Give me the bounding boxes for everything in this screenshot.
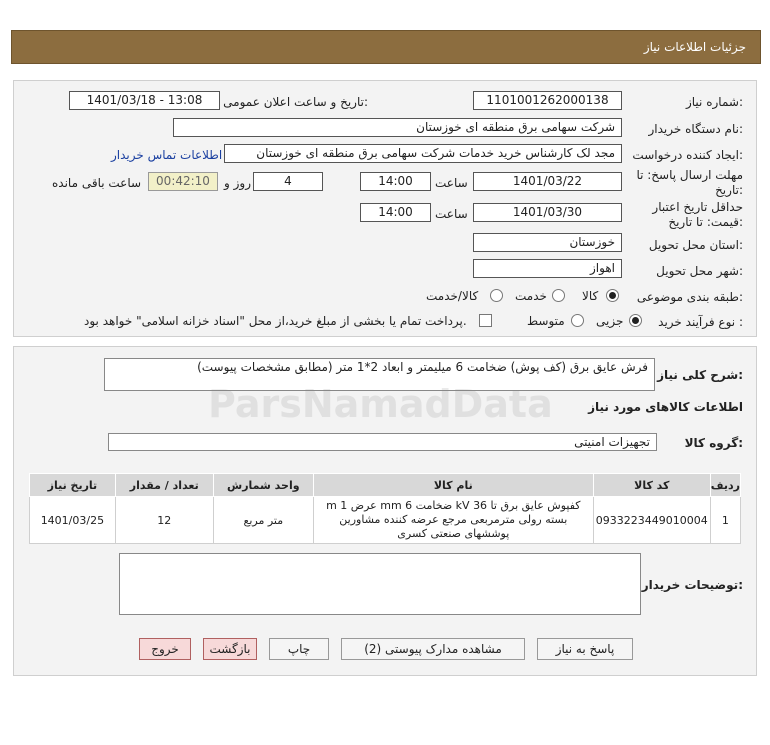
page-header: [11, 30, 761, 64]
validity-label: حداقل تاریخ اعتبار: [652, 200, 743, 214]
province-label: استان محل تحویل:: [648, 238, 743, 252]
remaining-time-field: 00:42:10: [148, 172, 218, 191]
col-date: تاریخ نیاز: [30, 474, 116, 497]
category-goods-service-label: کالا/خدمت: [426, 289, 479, 303]
description-label: شرح کلی نیاز:: [657, 368, 743, 382]
validity-time-label: ساعت: [435, 207, 468, 221]
col-unit: واحد شمارش: [213, 474, 313, 497]
reply-button[interactable]: پاسخ به نیاز: [537, 638, 633, 660]
col-qty: تعداد / مقدار: [115, 474, 213, 497]
goods-section-title: اطلاعات کالاهای مورد نیاز: [588, 400, 743, 414]
process-label: نوع فرآیند خرید :: [658, 315, 743, 329]
goods-table: [29, 473, 741, 544]
need-number-field: 1101001262000138: [473, 91, 622, 110]
cell-date: 1401/03/25: [30, 497, 116, 544]
attachments-button[interactable]: مشاهده مدارک پیوستی (2): [341, 638, 525, 660]
buyer-org-label: نام دستگاه خریدار:: [648, 122, 743, 136]
exit-button[interactable]: خروج: [139, 638, 191, 660]
need-number-label: شماره نیاز:: [685, 95, 743, 109]
table-row: [30, 497, 741, 544]
deadline-time-field: 14:00: [360, 172, 431, 191]
days-field: 4: [253, 172, 323, 191]
deadline-time-label: ساعت: [435, 176, 468, 190]
col-code: کد کالا: [593, 474, 710, 497]
payment-treasury-checkbox[interactable]: [479, 314, 492, 327]
cell-name: کفپوش عایق برق تا 36 kV ضخامت 6 mm عرض 1 m بسته رولی مترمربعی مرجع عرضه کننده مشاورین پوششهای صنعتی کسری: [313, 497, 593, 544]
process-minor-label: جزیی: [596, 314, 624, 328]
cell-qty: 12: [115, 497, 213, 544]
buyer-notes-field: [119, 553, 641, 615]
category-label: طبقه بندی موضوعی:: [636, 290, 743, 304]
days-label: روز و: [224, 176, 251, 190]
payment-note: پرداخت تمام یا بخشی از مبلغ خرید،از محل "اسناد خزانه اسلامی" خواهد بود.: [84, 314, 467, 328]
deadline-date-field: 1401/03/22: [473, 172, 622, 191]
category-goods-label: کالا: [582, 289, 599, 303]
deadline-label: مهلت ارسال پاسخ: تا: [636, 168, 743, 182]
city-label: شهر محل تحویل:: [656, 264, 743, 278]
description-field: فرش عایق برق (کف پوش) ضخامت 6 میلیمتر و ابعاد 2*1 متر (مطابق مشخصات پیوست): [104, 358, 655, 391]
category-goods-radio[interactable]: [606, 289, 619, 302]
back-button[interactable]: بازگشت: [203, 638, 257, 660]
process-minor-radio[interactable]: [629, 314, 642, 327]
validity-time-field: 14:00: [360, 203, 431, 222]
process-medium-label: متوسط: [527, 314, 565, 328]
cell-unit: متر مربع: [213, 497, 313, 544]
print-button[interactable]: چاپ: [269, 638, 329, 660]
creator-label: ایجاد کننده درخواست:: [632, 148, 743, 162]
creator-field: مجد لک کارشناس خرید خدمات شرکت سهامی برق منطقه ای خوزستان: [224, 144, 622, 163]
buyer-notes-label: توضیحات خریدار:: [641, 578, 743, 592]
goods-table-header: [30, 474, 741, 497]
col-name: نام کالا: [313, 474, 593, 497]
col-row: ردیف: [710, 474, 740, 497]
announce-label: تاریخ و ساعت اعلان عمومی:: [223, 95, 368, 109]
validity-label-2: قیمت: تا تاریخ:: [668, 215, 743, 229]
province-field: خوزستان: [473, 233, 622, 252]
cell-code: 0933223449010004: [593, 497, 710, 544]
cell-row: 1: [710, 497, 740, 544]
category-goods-service-radio[interactable]: [490, 289, 503, 302]
deadline-label-2: تاریخ:: [715, 183, 743, 197]
buyer-org-field: شرکت سهامی برق منطقه ای خوزستان: [173, 118, 622, 137]
announce-field: 1401/03/18 - 13:08: [69, 91, 220, 110]
process-medium-radio[interactable]: [571, 314, 584, 327]
remaining-label: ساعت باقی مانده: [52, 176, 142, 190]
city-field: اهواز: [473, 259, 622, 278]
validity-date-field: 1401/03/30: [473, 203, 622, 222]
category-service-label: خدمت: [515, 289, 547, 303]
category-service-radio[interactable]: [552, 289, 565, 302]
goods-group-field: تجهیزات امنیتی: [108, 433, 657, 451]
page-title: جزئیات اطلاعات نیاز: [643, 40, 746, 54]
contact-buyer-link[interactable]: اطلاعات تماس خریدار: [111, 148, 223, 162]
goods-group-label: گروه کالا:: [684, 436, 743, 450]
